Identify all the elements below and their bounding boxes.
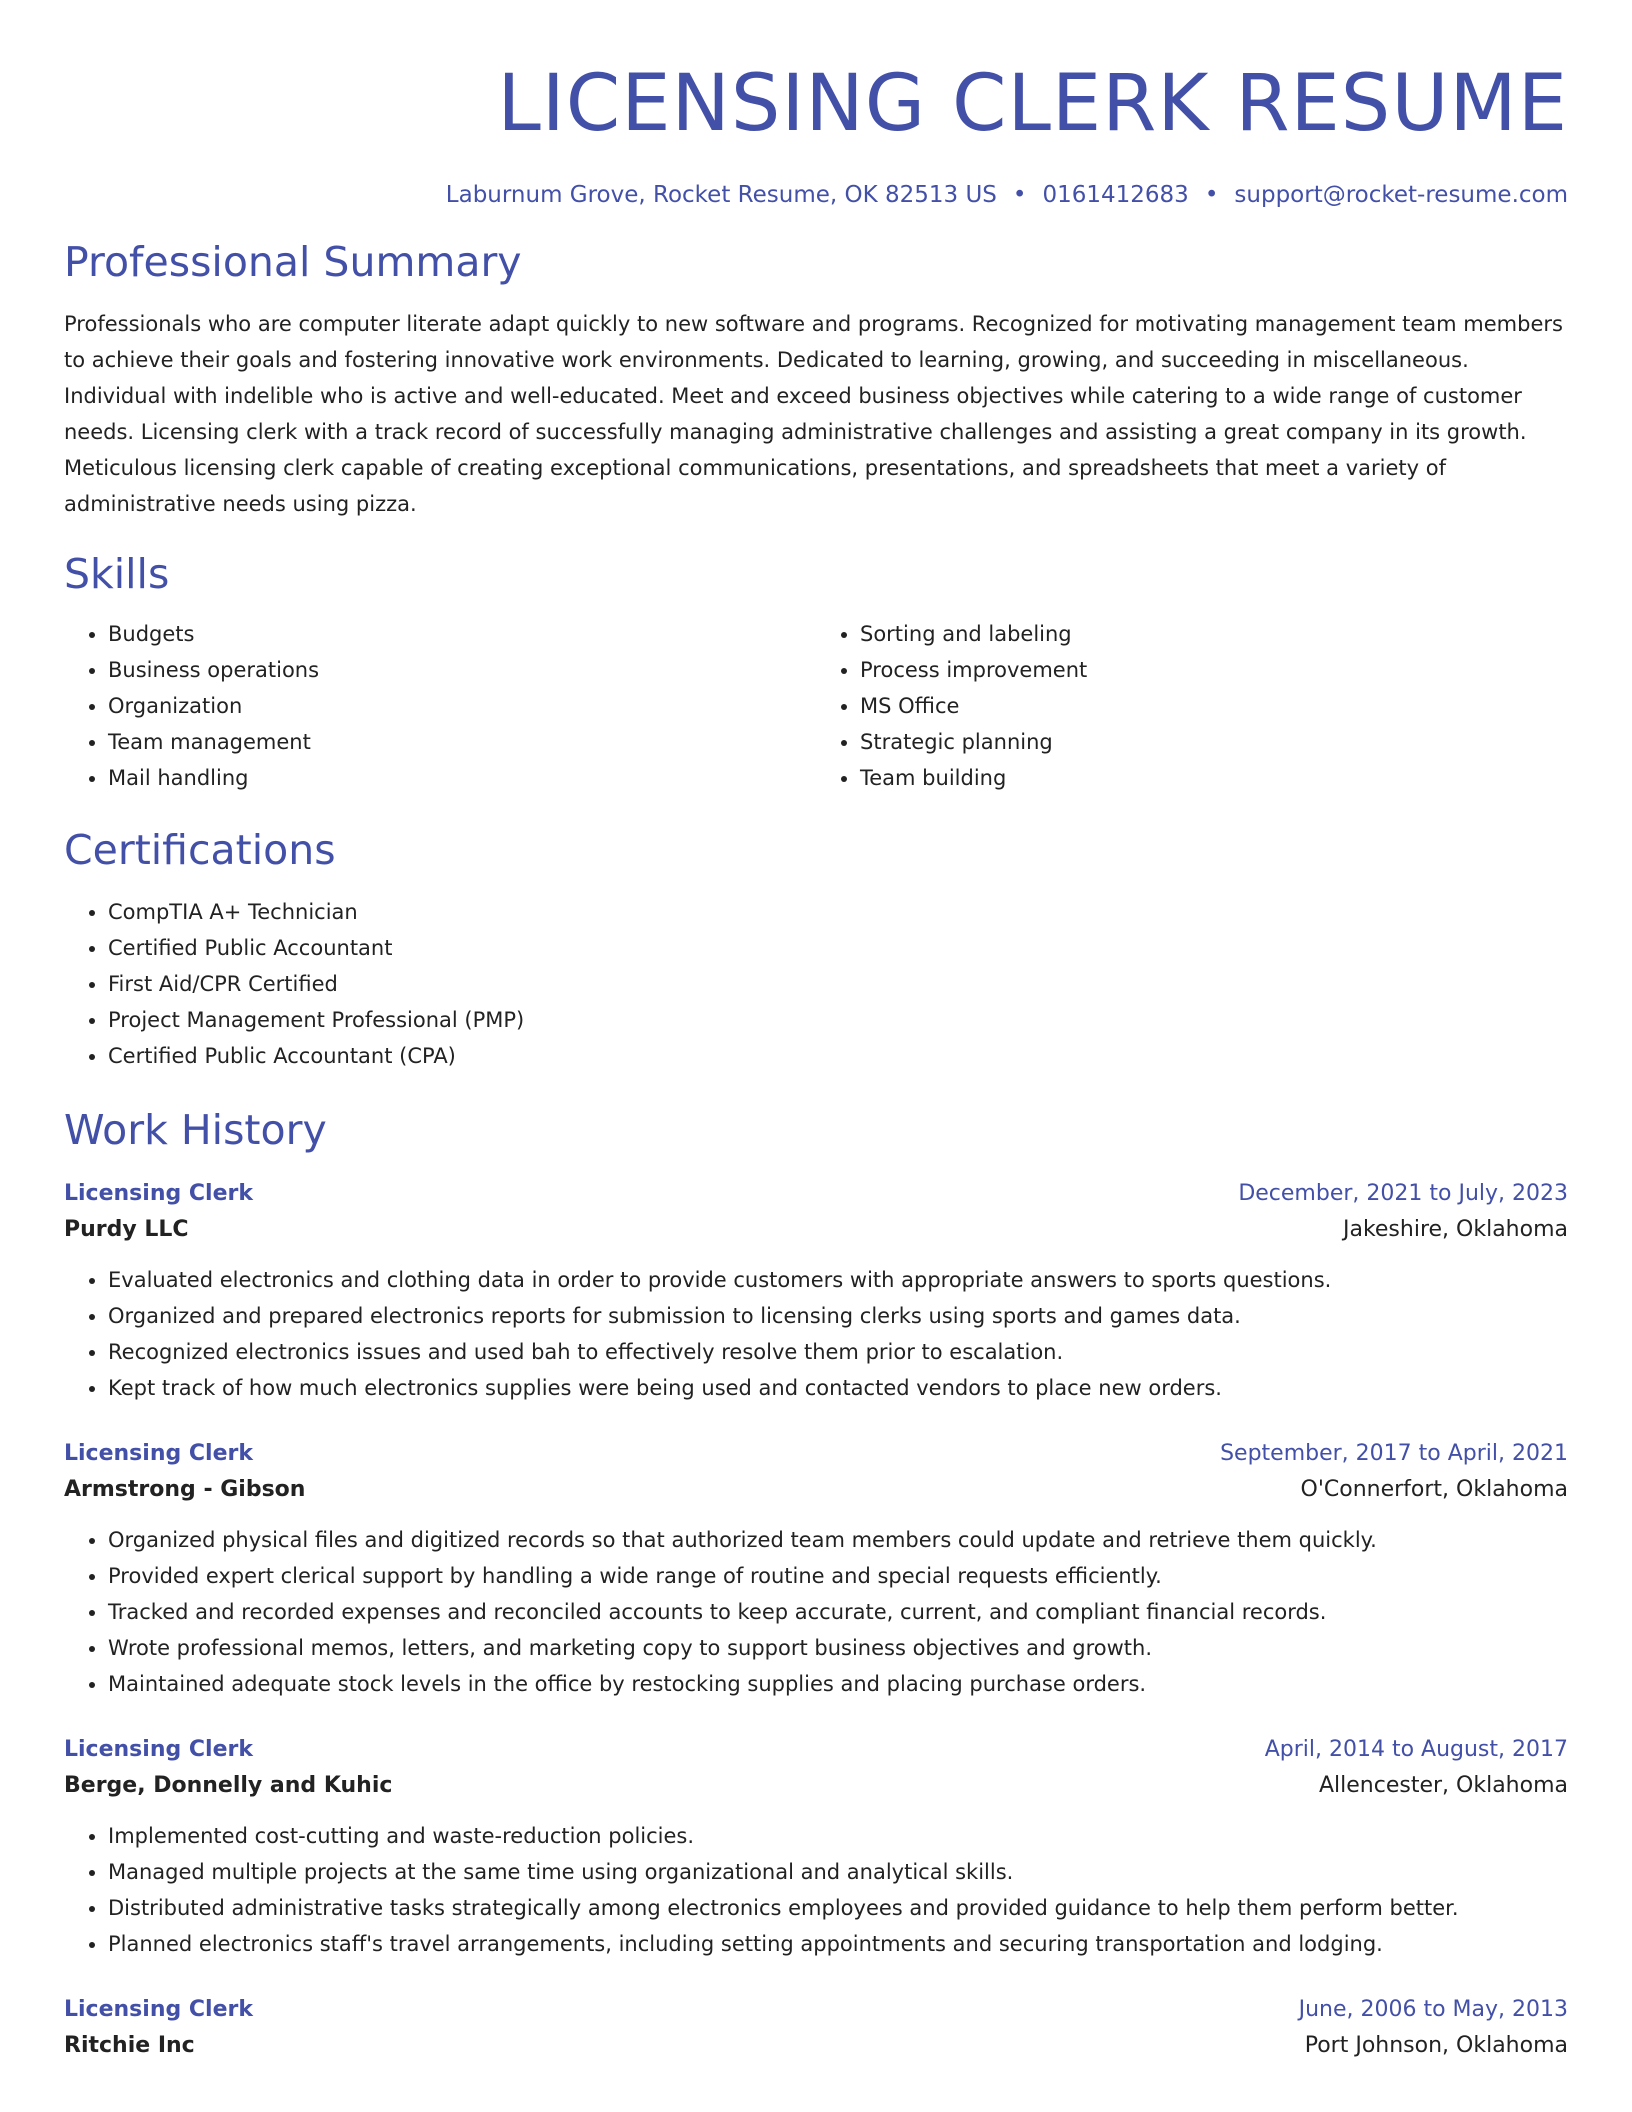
skill-item: • Process improvement (860, 652, 1568, 688)
job-title: Licensing Clerk (64, 1997, 253, 2022)
job-duty: • Managed multiple projects at the same time using organizational and analytical skills. (108, 1854, 1568, 1890)
job-location: Port Johnson, Oklahoma (1304, 2033, 1568, 2058)
certifications-list (64, 894, 1568, 1074)
job-title: Licensing Clerk (64, 1181, 253, 1206)
skill-item: • Organization (108, 688, 816, 724)
job-location: Allencester, Oklahoma (1318, 1773, 1568, 1798)
job-entry (64, 1176, 1568, 1406)
job-company: Ritchie Inc (64, 2033, 195, 2058)
job-duty: • Recognized electronics issues and used bah to effectively resolve them prior to escalation. (108, 1334, 1568, 1370)
job-duty: • Planned electronics staff's travel arrangements, including setting appointments and securing transportation and lodging. (108, 1926, 1568, 1962)
job-title: Licensing Clerk (64, 1737, 253, 1762)
certification-item: • First Aid/CPR Certified (108, 966, 1568, 1002)
job-entry (64, 1992, 1568, 2064)
contact-separator: • (1012, 182, 1027, 208)
contact-address: Laburnum Grove, Rocket Resume, OK 82513 US (445, 182, 997, 208)
summary-heading: Professional Summary (64, 238, 522, 286)
skills-list-left (64, 616, 816, 796)
job-location: Jakeshire, Oklahoma (1342, 1217, 1568, 1242)
job-title: Licensing Clerk (64, 1441, 253, 1466)
job-location: O'Connerfort, Oklahoma (1300, 1477, 1568, 1502)
job-duties-list (64, 1522, 1568, 1702)
contact-separator: • (1204, 182, 1219, 208)
job-header-row (64, 1992, 1568, 2028)
skill-item: • MS Office (860, 688, 1568, 724)
summary-text: Professionals who are computer literate adapt quickly to new software and programs. Recognized for motivating management team members to achieve their goals and fostering innovative work environments. Dedicated to learning, growing, and succeeding in miscellaneous. Individual with indelible who is active and well-educated. Meet and exceed business objectives while catering to a wide range of customer needs. Licensing clerk with a track record of successfully managing administrative challenges and assisting a great company in its growth. Meticulous licensing clerk capable of creating exceptional communications, presentations, and spreadsheets that meet a variety of administrative needs using pizza. (64, 312, 1563, 516)
certification-item: • Certified Public Accountant (108, 930, 1568, 966)
certifications-heading: Certifications (64, 826, 336, 874)
job-dates: April, 2014 to August, 2017 (1264, 1737, 1568, 1762)
job-header-row (64, 1732, 1568, 1768)
job-duty: • Provided expert clerical support by handling a wide range of routine and special requests efficiently. (108, 1558, 1568, 1594)
job-dates: September, 2017 to April, 2021 (1220, 1441, 1568, 1466)
job-duty: • Tracked and recorded expenses and reconciled accounts to keep accurate, current, and compliant financial records. (108, 1594, 1568, 1630)
contact-line (64, 182, 1568, 208)
job-dates: June, 2006 to May, 2013 (1298, 1997, 1568, 2022)
job-duty: • Evaluated electronics and clothing data in order to provide customers with appropriate answers to sports questions. (108, 1262, 1568, 1298)
skill-item: • Sorting and labeling (860, 616, 1568, 652)
skills-list-right (816, 616, 1568, 796)
job-entry (64, 1436, 1568, 1702)
job-company: Berge, Donnelly and Kuhic (64, 1773, 393, 1798)
resume-title: LICENSING CLERK RESUME (497, 59, 1568, 149)
job-duty: • Implemented cost-cutting and waste-reduction policies. (108, 1818, 1568, 1854)
skill-item: • Team building (860, 760, 1568, 796)
job-company-row (64, 1212, 1568, 1248)
certification-item: • CompTIA A+ Technician (108, 894, 1568, 930)
skills-grid (64, 616, 1568, 796)
job-duty: • Wrote professional memos, letters, and marketing copy to support business objectives and growth. (108, 1630, 1568, 1666)
job-header-row (64, 1436, 1568, 1472)
job-duties-list (64, 1818, 1568, 1962)
skill-item: • Team management (108, 724, 816, 760)
job-company: Purdy LLC (64, 1217, 189, 1242)
job-company-row (64, 2028, 1568, 2064)
job-duty: • Organized and prepared electronics reports for submission to licensing clerks using sports and games data. (108, 1298, 1568, 1334)
job-duty: • Maintained adequate stock levels in the office by restocking supplies and placing purchase orders. (108, 1666, 1568, 1702)
contact-phone: 0161412683 (1042, 182, 1189, 208)
job-company-row (64, 1768, 1568, 1804)
certification-item: • Project Management Professional (PMP) (108, 1002, 1568, 1038)
job-duty: • Distributed administrative tasks strategically among electronics employees and provided guidance to help them perform better. (108, 1890, 1568, 1926)
job-company: Armstrong - Gibson (64, 1477, 306, 1502)
certification-item: • Certified Public Accountant (CPA) (108, 1038, 1568, 1074)
skills-heading: Skills (64, 550, 170, 598)
job-company-row (64, 1472, 1568, 1508)
skill-item: • Budgets (108, 616, 816, 652)
job-duties-list (64, 1262, 1568, 1406)
skill-item: • Mail handling (108, 760, 816, 796)
skill-item: • Business operations (108, 652, 816, 688)
skill-item: • Strategic planning (860, 724, 1568, 760)
job-dates: December, 2021 to July, 2023 (1238, 1181, 1568, 1206)
job-entry (64, 1732, 1568, 1962)
job-duty: • Organized physical files and digitized records so that authorized team members could update and retrieve them quickly. (108, 1522, 1568, 1558)
job-header-row (64, 1176, 1568, 1212)
contact-email: support@rocket-resume.com (1234, 182, 1568, 208)
job-duty: • Kept track of how much electronics supplies were being used and contacted vendors to place new orders. (108, 1370, 1568, 1406)
work-history-heading: Work History (64, 1106, 327, 1154)
